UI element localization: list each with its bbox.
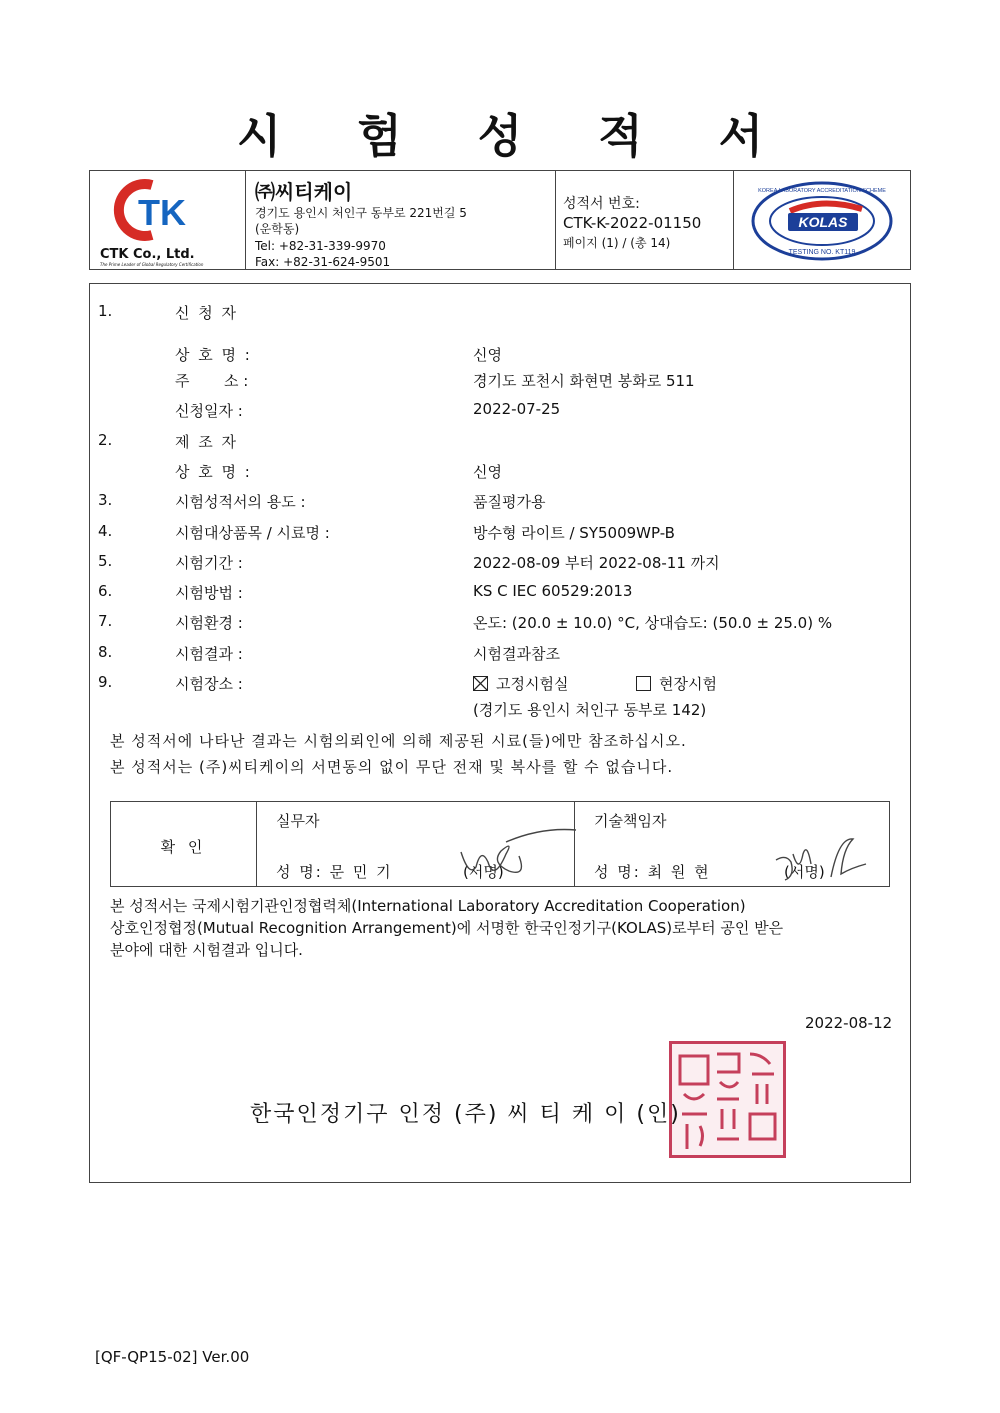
accreditation-line-3: 분야에 대한 시험결과 입니다. [110,941,303,959]
item-4-label: 시험대상품목 / 시료명 : [175,524,330,542]
item-6-value: KS C IEC 60529:2013 [473,582,633,600]
company-english-name: CTK Co., Ltd. [100,247,195,262]
test-location-address: (경기도 용인시 처인구 동부로 142) [473,701,707,719]
applicant-address-value: 경기도 포천시 화현면 봉화로 511 [473,372,695,390]
manager-signature-label: (서명) [784,863,825,881]
issue-date: 2022-08-12 [805,1014,893,1032]
item-8-value: 시험결과참조 [473,645,560,663]
item-1-label: 신 청 자 [175,304,239,322]
item-9-label: 시험장소 : [175,675,243,693]
company-tel: Tel: +82-31-339-9970 [255,239,386,253]
item-5-number: 5. [98,552,113,570]
applicant-name-value: 신영 [473,346,502,364]
accreditation-line-1: 본 성적서는 국제시험기관인정협력체(International Laboratory Accreditation Cooperation) [110,897,746,915]
item-6-number: 6. [98,582,113,600]
item-9-number: 9. [98,673,113,691]
staff-name: 성 명: 문 민 기 [276,863,393,881]
issuer-statement: 한국인정기구 인정 (주) 씨 티 케 이 (인) [250,1102,681,1127]
manager-name: 성 명: 최 원 현 [594,863,711,881]
manufacturer-name-value: 신영 [473,463,502,481]
company-name: ㈜씨티케이 [255,180,353,204]
item-3-value: 품질평가용 [473,493,546,511]
item-8-number: 8. [98,643,113,661]
item-5-label: 시험기간 : [175,554,243,572]
field-test-label: 현장시험 [659,675,717,693]
empty-checkbox-icon [636,676,651,691]
manufacturer-name-label: 상 호 명 : [175,463,252,481]
fixed-lab-label: 고정시험실 [496,675,569,693]
checked-checkbox-icon [473,676,488,691]
ctk-logo-mark: TK [138,192,186,233]
item-6-label: 시험방법 : [175,584,243,602]
kolas-testing-no: TESTING NO. KT119 [788,249,856,256]
item-3-number: 3. [98,491,113,509]
item-7-value: 온도: (20.0 ± 10.0) °C, 상대습도: (50.0 ± 25.0) % [473,614,833,632]
kolas-ring-text: KOREA LABORATORY ACCREDITATION SCHEME [758,188,886,194]
logo-cell [90,171,246,269]
kolas-name: KOLAS [798,214,848,230]
kolas-logo-icon [750,179,895,267]
item-7-number: 7. [98,612,113,630]
page-indicator: 페이지 (1) / (총 14) [563,236,671,250]
item-7-label: 시험환경 : [175,614,243,632]
item-3-label: 시험성적서의 용도 : [175,493,306,511]
item-4-number: 4. [98,522,113,540]
applicant-address-label-a: 주 [175,372,190,390]
item-4-value: 방수형 라이트 / SY5009WP-B [473,524,675,542]
application-date-value: 2022-07-25 [473,400,561,418]
staff-signature-icon [451,822,581,884]
form-code: [QF-QP15-02] Ver.00 [95,1348,250,1366]
item-1-number: 1. [98,302,113,320]
report-number-cell [555,171,734,269]
item-2-number: 2. [98,431,113,449]
document-title: 시 험 성 적 서 [236,109,794,163]
staff-signature-label: (서명) [463,863,504,881]
application-date-label: 신청일자 : [175,402,243,420]
item-8-label: 시험결과 : [175,645,243,663]
company-address-2: (운학동) [255,222,300,236]
test-location-option-field [636,673,717,694]
company-address-1: 경기도 용인시 처인구 동부로 221번길 5 [255,206,467,220]
report-number-label: 성적서 번호: [563,196,640,212]
logo-tagline: The Prime Leader of Global Regulatory Certification [100,262,204,267]
staff-title: 실무자 [276,812,320,830]
report-number: CTK-K-2022-01150 [563,214,702,232]
confirmation-table [110,801,890,887]
note-1: 본 성적서에 나타난 결과는 시험의뢰인에 의해 제공된 시료(들)에만 참조하십시오. [110,732,687,750]
confirm-label: 확 인 [160,838,207,856]
manager-signature-icon [771,832,886,884]
item-5-value: 2022-08-09 부터 2022-08-11 까지 [473,554,720,572]
company-cell [245,171,556,269]
item-2-label: 제 조 자 [175,433,239,451]
company-seal-icon [669,1041,786,1158]
company-fax: Fax: +82-31-624-9501 [255,255,391,269]
accreditation-line-2: 상호인정협정(Mutual Recognition Arrangement)에 서명한 한국인정기구(KOLAS)로부터 공인 받은 [110,919,784,937]
test-location-option-fixed [473,673,568,694]
applicant-name-label: 상 호 명 : [175,346,252,364]
manager-title: 기술책임자 [594,812,667,830]
note-2: 본 성적서는 (주)씨티케이의 서면동의 없이 무단 전재 및 복사를 할 수 없습니다. [110,758,674,776]
header-box [89,170,911,270]
applicant-address-label-b: 소 : [224,372,249,390]
